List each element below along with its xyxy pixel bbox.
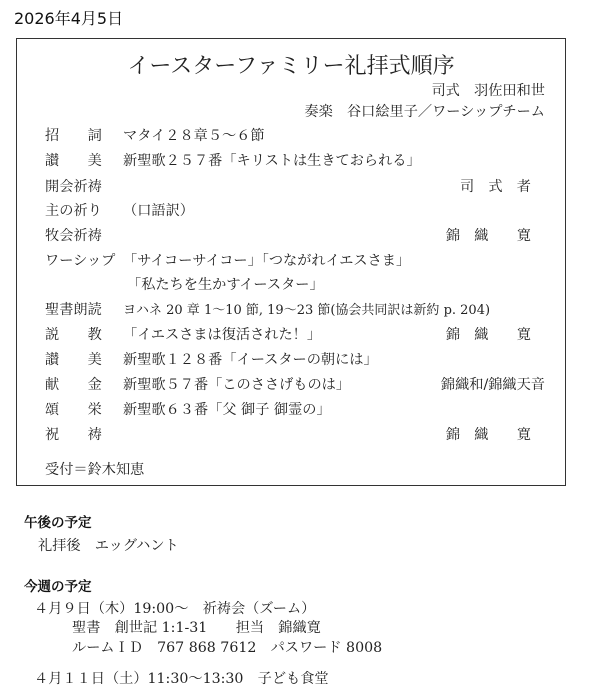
item-label: 主の祈り xyxy=(45,203,102,219)
service-title: イースターファミリー礼拝式順序 xyxy=(127,54,455,79)
item-label: 献 金 xyxy=(45,377,102,393)
item-leader: 錦織和/錦織天音 xyxy=(440,377,545,393)
item-content: 新聖歌１２８番「イースターの朝には」 xyxy=(123,352,378,368)
afternoon-heading: 午後の予定 xyxy=(24,515,92,531)
week-line-2: 聖書 創世記 1:1-31 担当 錦織寛 xyxy=(72,620,321,636)
reception-line: 受付＝鈴木知恵 xyxy=(45,462,145,478)
item-leader: 錦 織 寛 xyxy=(445,327,531,343)
item-leader: 錦 織 寛 xyxy=(445,228,531,244)
item-content: （口語訳） xyxy=(123,203,194,219)
item-label: 祝 祷 xyxy=(45,427,102,443)
week-line-4: ４月１１日（土）11:30～13:30 子ども食堂 xyxy=(34,671,329,687)
officiant-line: 司式 羽佐田和世 xyxy=(431,83,545,99)
item-content: 新聖歌６３番「父 御子 御霊の」 xyxy=(123,402,331,418)
item-leader: 司 式 者 xyxy=(460,179,531,195)
item-content: 「私たちを生かすイースター」 xyxy=(127,277,324,293)
item-label: 讃 美 xyxy=(45,153,102,169)
week-line-3: ルームＩＤ 767 868 7612 パスワード 8008 xyxy=(72,640,383,656)
item-label: 開会祈祷 xyxy=(45,179,102,195)
order-of-service-box xyxy=(16,38,566,486)
afternoon-line: 礼拝後 エッグハント xyxy=(38,538,179,554)
item-label: 聖書朗読 xyxy=(45,302,102,318)
week-line-1: ４月９日（木）19:00～ 祈祷会（ズーム） xyxy=(34,601,316,617)
item-label: 牧会祈祷 xyxy=(45,228,102,244)
item-content: 「サイコーサイコー」「つながれイエスさま」 xyxy=(123,253,411,269)
week-heading: 今週の予定 xyxy=(24,579,92,595)
music-line: 奏楽 谷口絵里子／ワーシップチーム xyxy=(304,104,545,120)
item-label: 招 詞 xyxy=(45,128,102,144)
item-label: 頌 栄 xyxy=(45,402,102,418)
item-content: 新聖歌２５７番「キリストは生きておられる」 xyxy=(123,153,421,169)
item-leader: 錦 織 寛 xyxy=(445,427,531,443)
item-content: 新聖歌５７番「このささげものは」 xyxy=(123,377,351,393)
item-label: ワーシップ xyxy=(45,253,116,269)
item-label: 説 教 xyxy=(45,327,102,343)
item-content: マタイ２８章５～６節 xyxy=(123,128,265,144)
item-content: ヨハネ 20 章 1～10 節, 19～23 節(協会共同訳は新約 p. 204) xyxy=(123,303,491,318)
bulletin-date: 2026年4月5日 xyxy=(14,9,124,28)
item-content: 「イエスさまは復活された！」 xyxy=(123,327,322,343)
item-label: 讃 美 xyxy=(45,352,102,368)
